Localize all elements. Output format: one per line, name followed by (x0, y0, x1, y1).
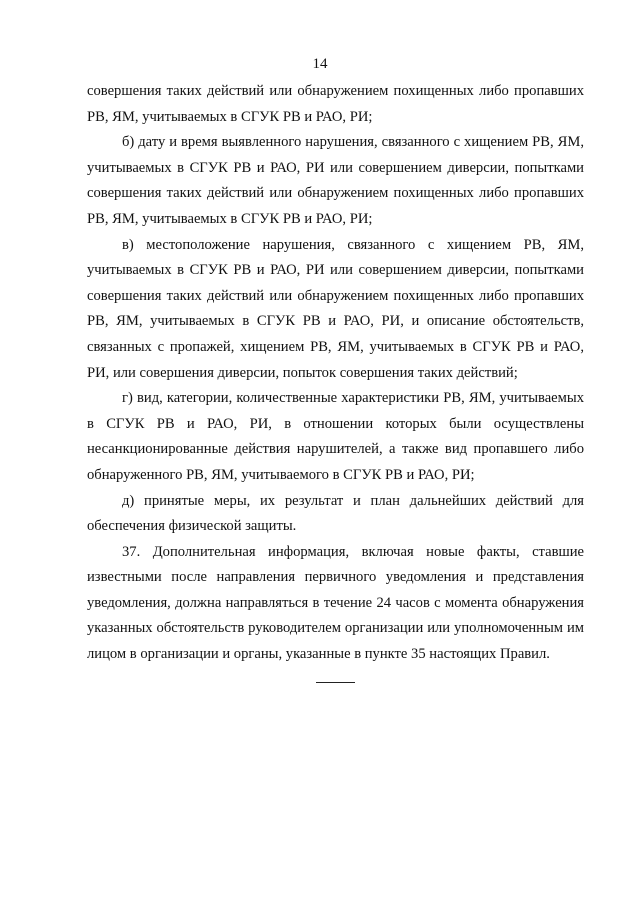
paragraph-item-g: г) вид, категории, количественные характеристики РВ, ЯМ, учитываемых в СГУК РВ и РАО, РИ, в отношении которых были осуществлены несанкционированные действия нарушителей, а также вид пропавшего либо обнаруженного РВ, ЯМ, учитываемого в СГУК РВ и РАО, РИ; (87, 390, 584, 483)
paragraph-item-d: д) принятые меры, их результат и план дальнейших действий для обеспечения физической защиты. (87, 492, 584, 535)
paragraph-item-b: б) дату и время выявленного нарушения, связанного с хищением РВ, ЯМ, учитываемых в СГУК РВ и РАО, РИ или совершением диверсии, попытками совершения таких действий или обнаружением похищенных либо пропавших РВ, ЯМ, учитываемых в СГУК РВ и РАО, РИ; (87, 134, 584, 227)
paragraph-item-v: в) местоположение нарушения, связанного с хищением РВ, ЯМ, учитываемых в СГУК РВ и РАО, РИ или совершением диверсии, попытками совершения таких действий или обнаружением похищенных либо пропавших РВ, ЯМ, учитываемых в СГУК РВ и РАО, РИ, и описание обстоятельств, связанных с пропажей, хищением РВ, ЯМ, учитываемых в СГУК РВ и РАО, РИ, или совершения диверсии, попыток совершения таких действий; (87, 236, 584, 381)
end-of-text-divider (316, 682, 355, 683)
page-number: 14 (312, 56, 328, 72)
paragraph-continuation: совершения таких действий или обнаружением похищенных либо пропавших РВ, ЯМ, учитываемых в СГУК РВ и РАО, РИ; (87, 83, 584, 125)
paragraph-clause-37: 37. Дополнительная информация, включая новые факты, ставшие известными после направления первичного уведомления и представления уведомления, должна направляться в течение 24 часов с момента обнаружения указанных обстоятельств руководителем организации или уполномоченным им лицом в организации и органы, указанные в пункте 35 настоящих Правил. (87, 543, 584, 663)
document-body (87, 79, 584, 668)
